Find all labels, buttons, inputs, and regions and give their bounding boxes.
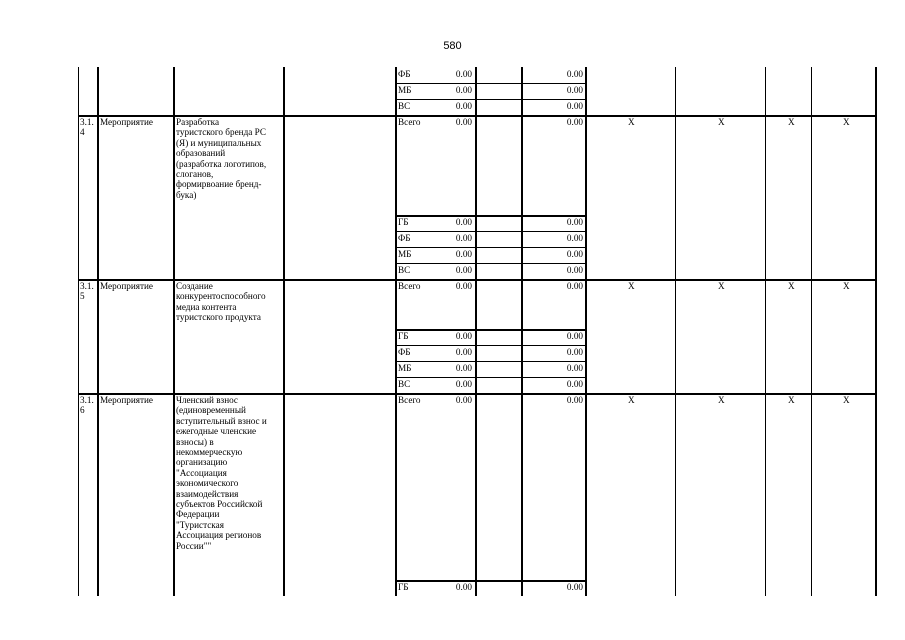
value-cell: 0.00 <box>455 331 472 341</box>
measure-description: Членский взнос (единовременный вступительный взнос и ежегодные членские взносы) в некоммерческую организацию "Ассоциация экономического взаимодействия субъектов Российской Федерации "Туристская Ассоциация регионов России"" <box>176 395 267 551</box>
source-label: МБ <box>398 85 412 95</box>
measure-type: Мероприятие <box>100 281 153 291</box>
x-mark: X <box>628 395 635 405</box>
x-mark: X <box>788 281 795 291</box>
value-cell: 0.00 <box>566 331 583 341</box>
row-line <box>395 247 586 248</box>
source-label: Всего <box>398 281 421 291</box>
column-line <box>585 67 587 596</box>
column-line <box>475 67 477 596</box>
source-label: МБ <box>398 249 412 259</box>
value-cell: 0.00 <box>455 249 472 259</box>
source-label: ФБ <box>398 233 411 243</box>
value-cell: 0.00 <box>566 85 583 95</box>
value-cell: 0.00 <box>455 395 472 405</box>
source-label: МБ <box>398 363 412 373</box>
column-line <box>78 67 79 596</box>
x-mark: X <box>718 395 725 405</box>
row-line <box>395 377 586 378</box>
row-line <box>395 99 586 100</box>
measure-number: 3.1. 4 <box>80 117 94 138</box>
source-label: Всего <box>398 395 421 405</box>
value-cell: 0.00 <box>566 217 583 227</box>
column-line <box>283 67 285 596</box>
x-mark: X <box>843 117 850 127</box>
source-label: ГБ <box>398 217 409 227</box>
x-mark: X <box>843 395 850 405</box>
row-line <box>395 83 586 84</box>
column-line <box>765 67 766 596</box>
page-number: 580 <box>443 40 462 52</box>
value-cell: 0.00 <box>455 347 472 357</box>
x-mark: X <box>628 281 635 291</box>
x-mark: X <box>788 117 795 127</box>
column-line <box>173 67 175 596</box>
measure-type: Мероприятие <box>100 395 153 405</box>
x-mark: X <box>843 281 850 291</box>
x-mark: X <box>788 395 795 405</box>
measure-description: Создание конкурентоспособного медиа контента туристского продукта <box>176 281 266 323</box>
value-cell: 0.00 <box>566 69 583 79</box>
value-cell: 0.00 <box>566 249 583 259</box>
measure-number: 3.1. 5 <box>80 281 94 302</box>
row-line <box>395 263 586 264</box>
source-label: ВС <box>398 379 411 389</box>
source-label: ВС <box>398 101 411 111</box>
value-cell: 0.00 <box>455 281 472 291</box>
column-line <box>875 67 877 596</box>
value-cell: 0.00 <box>455 379 472 389</box>
source-label: ГБ <box>398 331 409 341</box>
value-cell: 0.00 <box>455 265 472 275</box>
value-cell: 0.00 <box>566 379 583 389</box>
value-cell: 0.00 <box>566 233 583 243</box>
column-line <box>811 67 812 596</box>
column-line <box>395 67 397 596</box>
value-cell: 0.00 <box>455 233 472 243</box>
value-cell: 0.00 <box>455 85 472 95</box>
x-mark: X <box>718 117 725 127</box>
value-cell: 0.00 <box>566 281 583 291</box>
value-cell: 0.00 <box>455 363 472 373</box>
value-cell: 0.00 <box>566 117 583 127</box>
source-label: ВС <box>398 265 411 275</box>
row-line <box>395 231 586 232</box>
source-label: ФБ <box>398 347 411 357</box>
measure-number: 3.1. 6 <box>80 395 94 416</box>
value-cell: 0.00 <box>455 117 472 127</box>
value-cell: 0.00 <box>455 582 472 592</box>
row-line <box>395 361 586 362</box>
value-cell: 0.00 <box>455 69 472 79</box>
source-label: ФБ <box>398 69 411 79</box>
measure-description: Разработка туристского бренда РС (Я) и муниципальных образований (разработка логотипов, слоганов, формирвоание бренд- бука) <box>176 117 267 200</box>
x-mark: X <box>628 117 635 127</box>
measure-type: Мероприятие <box>100 117 153 127</box>
value-cell: 0.00 <box>566 395 583 405</box>
value-cell: 0.00 <box>566 582 583 592</box>
value-cell: 0.00 <box>566 347 583 357</box>
source-label: Всего <box>398 117 421 127</box>
column-line <box>521 67 523 596</box>
column-line <box>97 67 99 596</box>
source-label: ГБ <box>398 582 409 592</box>
value-cell: 0.00 <box>566 101 583 111</box>
row-line <box>395 345 586 346</box>
value-cell: 0.00 <box>455 101 472 111</box>
x-mark: X <box>718 281 725 291</box>
value-cell: 0.00 <box>566 363 583 373</box>
value-cell: 0.00 <box>455 217 472 227</box>
column-line <box>675 67 676 596</box>
value-cell: 0.00 <box>566 265 583 275</box>
